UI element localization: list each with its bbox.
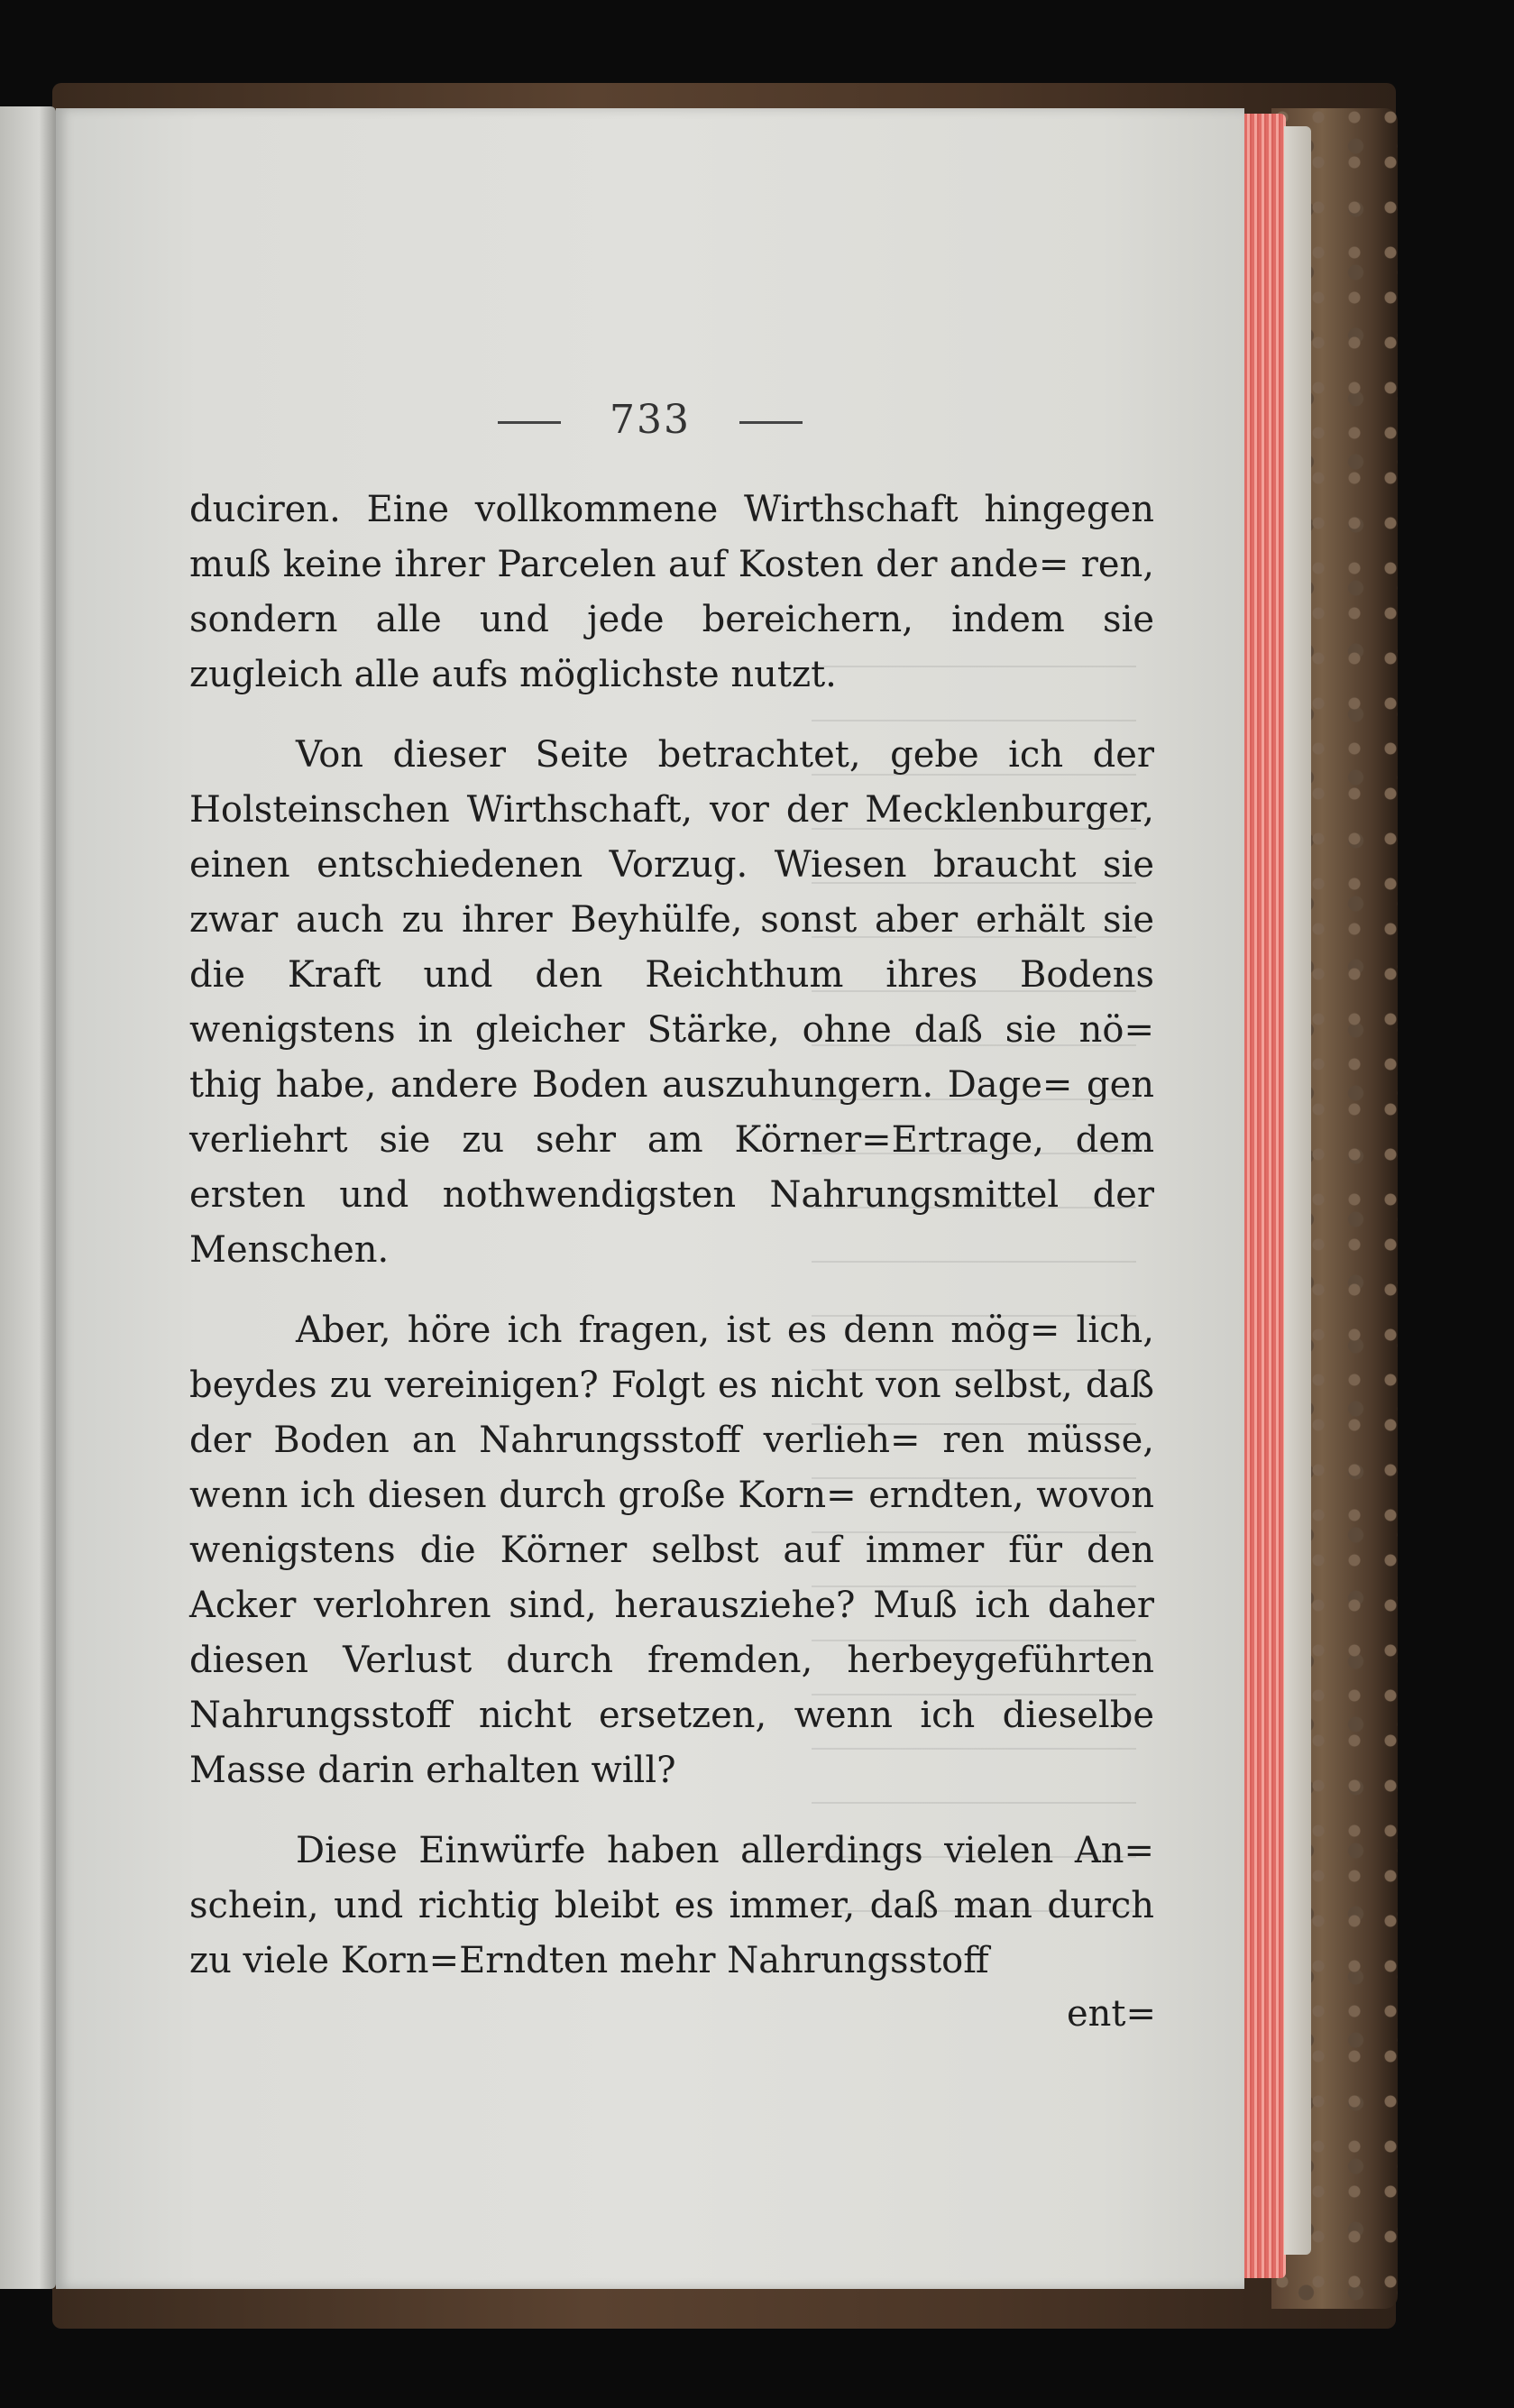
catchword: ent= [1066, 1993, 1156, 2035]
paragraph-2: Von dieser Seite betrachtet, gebe ich der Holsteinschen Wirthschaft, vor der Mecklenburger, einen entschiedenen Vorzug. Wiesen braucht sie zwar auch zu ihrer Beyhülfe, sonst aber erhält sie die Kraft und den Reichthum ihres Bodens wenigstens in gleicher Stärke, ohne daß sie nö= thig habe, andere Boden auszuhungern. Dage= gen verliehrt sie zu sehr am Körner=Ertrage, dem ersten und nothwendigsten Nahrungsmittel der Menschen. [189, 734, 1154, 1271]
header-dash-left [498, 421, 561, 424]
page-number: 733 [610, 397, 691, 443]
paragraph-4: Diese Einwürfe haben allerdings vielen An= schein, und richtig bleibt es immer, daß man durch zu viele Korn=Erndten mehr Nahrungsstoff [189, 1830, 1154, 1981]
body-text [189, 483, 1154, 1989]
header-dash-right [739, 421, 803, 424]
paragraph-3: Aber, höre ich fragen, ist es denn mög= lich, beydes zu vereinigen? Folgt es nicht von selbst, daß der Boden an Nahrungsstoff verlieh= ren müsse, wenn ich diesen durch große Korn= erndten, wovon wenigstens die Körner selbst auf immer für den Acker verlohren sind, herausziehe? Muß ich daher diesen Verlust durch fremden, herbeygeführten Nahrungsstoff nicht ersetzen, wenn ich dieselbe Masse darin erhalten will? [189, 1310, 1154, 1791]
page-header [56, 397, 1244, 443]
left-page-edge [0, 106, 56, 2289]
page-edges-inner [1284, 126, 1311, 2255]
book-page [56, 108, 1244, 2289]
paragraph-1: duciren. Eine vollkommene Wirthschaft hingegen muß keine ihrer Parcelen auf Kosten der ande= ren, sondern alle und jede bereichern, indem sie zugleich alle aufs möglichste nutzt. [189, 489, 1154, 695]
